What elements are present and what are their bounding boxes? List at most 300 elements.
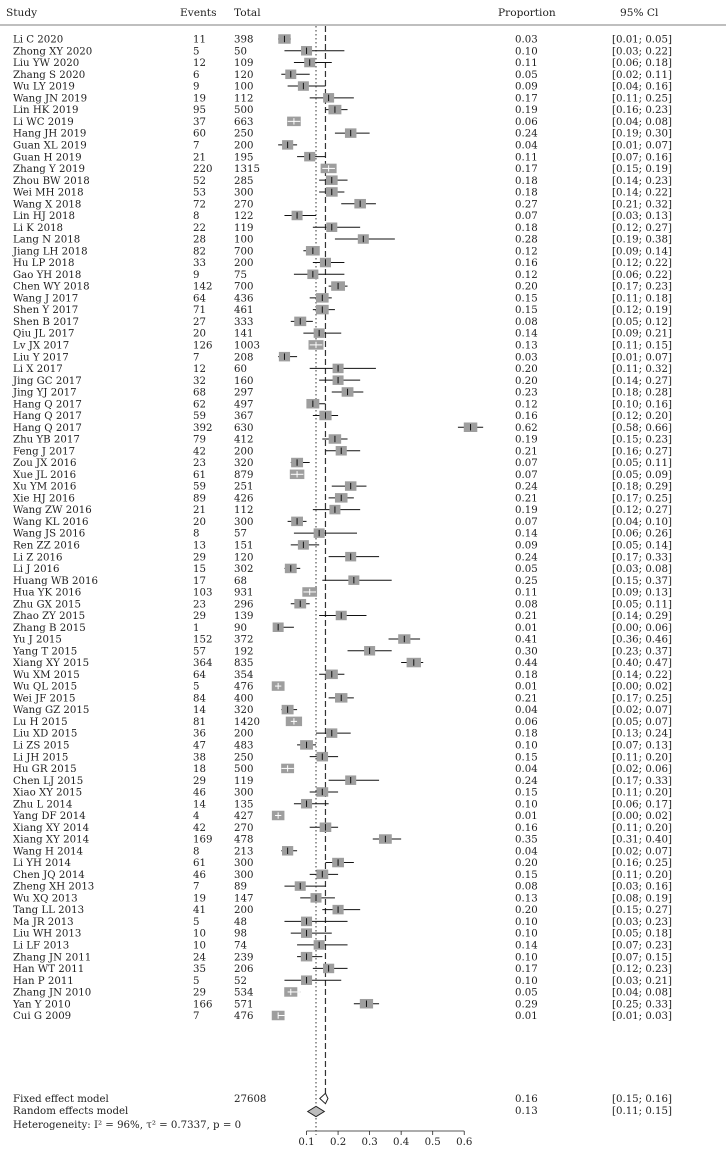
study-events: 52 bbox=[193, 175, 206, 187]
study-proportion: 0.17 bbox=[515, 964, 538, 976]
study-name: Huang WB 2016 bbox=[13, 575, 98, 587]
study-name: Li Z 2016 bbox=[13, 552, 63, 564]
study-total: 200 bbox=[234, 140, 254, 152]
study-total: 119 bbox=[234, 775, 254, 787]
study-ci: [0.12; 0.20] bbox=[612, 411, 672, 423]
study-total: 239 bbox=[234, 952, 254, 964]
study-proportion: 0.09 bbox=[515, 81, 538, 93]
header-study: Study bbox=[6, 7, 38, 19]
study-ci: [0.17; 0.33] bbox=[612, 552, 672, 564]
study-total: 60 bbox=[234, 364, 247, 376]
study-proportion: 0.11 bbox=[515, 58, 538, 70]
study-proportion: 0.10 bbox=[515, 952, 538, 964]
study-events: 10 bbox=[193, 940, 206, 952]
study-name: Wu XQ 2013 bbox=[13, 893, 78, 905]
study-ci: [0.07; 0.13] bbox=[612, 740, 672, 752]
study-total: 300 bbox=[234, 787, 254, 799]
study-total: 141 bbox=[234, 328, 254, 340]
study-name: Zhang JN 2010 bbox=[13, 987, 92, 999]
heterogeneity-text: Heterogeneity: I² = 96%, τ² = 0.7337, p = 0 bbox=[13, 1120, 242, 1131]
study-total: 300 bbox=[234, 858, 254, 870]
study-events: 7 bbox=[193, 140, 200, 152]
study-events: 47 bbox=[193, 740, 206, 752]
study-total: 333 bbox=[234, 316, 254, 328]
study-name: Zhu YB 2017 bbox=[13, 434, 80, 446]
study-name: Chen LJ 2015 bbox=[13, 775, 84, 787]
study-total: 74 bbox=[234, 940, 247, 952]
study-events: 68 bbox=[193, 387, 206, 399]
study-name: Wei MH 2018 bbox=[13, 187, 84, 199]
study-proportion: 0.18 bbox=[515, 222, 538, 234]
study-events: 60 bbox=[193, 128, 206, 140]
study-events: 82 bbox=[193, 246, 206, 258]
study-ci: [0.40; 0.47] bbox=[612, 658, 672, 670]
study-name: Hua YK 2016 bbox=[13, 587, 82, 599]
study-name: Li LF 2013 bbox=[13, 940, 70, 952]
study-ci: [0.03; 0.16] bbox=[612, 881, 672, 893]
study-name: Xu YM 2016 bbox=[13, 481, 77, 493]
study-name: Lin HK 2019 bbox=[13, 105, 79, 117]
x-tick-label: 0.5 bbox=[424, 1137, 441, 1148]
study-events: 7 bbox=[193, 352, 200, 364]
study-ci: [0.07; 0.23] bbox=[612, 940, 672, 952]
study-name: Liu XD 2015 bbox=[13, 728, 78, 740]
random-effects-label: Random effects model bbox=[13, 1106, 129, 1117]
study-name: Wang JS 2016 bbox=[13, 528, 86, 540]
study-name: Guan XL 2019 bbox=[13, 140, 87, 152]
study-ci: [0.14; 0.22] bbox=[612, 187, 672, 199]
study-proportion: 0.30 bbox=[515, 646, 538, 658]
study-total: 206 bbox=[234, 964, 254, 976]
study-ci: [0.04; 0.08] bbox=[612, 116, 672, 128]
study-total: 1003 bbox=[234, 340, 260, 352]
study-ci: [0.11; 0.20] bbox=[612, 869, 672, 881]
study-proportion: 0.23 bbox=[515, 387, 538, 399]
study-proportion: 0.24 bbox=[515, 775, 538, 787]
study-ci: [0.02; 0.11] bbox=[612, 69, 672, 81]
study-name: Xie HJ 2016 bbox=[13, 493, 75, 505]
study-name: Jing YJ 2017 bbox=[13, 387, 77, 399]
study-total: 835 bbox=[234, 658, 254, 670]
study-ci: [0.19; 0.30] bbox=[612, 128, 672, 140]
study-name: Han WT 2011 bbox=[13, 964, 85, 976]
study-proportion: 0.08 bbox=[515, 881, 538, 893]
study-total: 139 bbox=[234, 611, 254, 623]
study-total: 285 bbox=[234, 175, 254, 187]
study-ci: [0.16; 0.25] bbox=[612, 858, 672, 870]
study-ci: [0.11; 0.15] bbox=[612, 340, 672, 352]
study-proportion: 0.12 bbox=[515, 269, 538, 281]
header-total: Total bbox=[234, 7, 261, 19]
study-proportion: 0.10 bbox=[515, 740, 538, 752]
study-proportion: 0.05 bbox=[515, 987, 538, 999]
study-name: Cui G 2009 bbox=[13, 1011, 72, 1023]
study-total: 931 bbox=[234, 587, 254, 599]
study-total: 500 bbox=[234, 764, 254, 776]
x-tick-label: 0.6 bbox=[456, 1137, 473, 1148]
study-events: 7 bbox=[193, 881, 200, 893]
study-proportion: 0.07 bbox=[515, 458, 538, 470]
study-proportion: 0.06 bbox=[515, 116, 538, 128]
study-name: Yang DF 2014 bbox=[13, 811, 86, 823]
study-proportion: 0.28 bbox=[515, 234, 538, 246]
study-ci: [0.00; 0.02] bbox=[612, 681, 672, 693]
study-events: 8 bbox=[193, 528, 200, 540]
study-name: Li K 2018 bbox=[13, 222, 64, 234]
study-total: 120 bbox=[234, 552, 254, 564]
study-ci: [0.09; 0.14] bbox=[612, 246, 672, 258]
study-proportion: 0.01 bbox=[515, 811, 538, 823]
study-name: Wang GZ 2015 bbox=[13, 705, 90, 717]
study-events: 95 bbox=[193, 105, 206, 117]
study-proportion: 0.08 bbox=[515, 599, 538, 611]
study-events: 21 bbox=[193, 505, 206, 517]
study-events: 61 bbox=[193, 469, 206, 481]
study-name: Liu YW 2020 bbox=[13, 58, 80, 70]
study-events: 29 bbox=[193, 611, 206, 623]
x-tick-label: 0.4 bbox=[393, 1137, 410, 1148]
study-ci: [0.03; 0.08] bbox=[612, 564, 672, 576]
study-total: 296 bbox=[234, 599, 254, 611]
study-events: 46 bbox=[193, 869, 206, 881]
study-events: 33 bbox=[193, 258, 206, 270]
study-events: 42 bbox=[193, 446, 206, 458]
study-events: 1 bbox=[193, 622, 200, 634]
study-name: Lin HJ 2018 bbox=[13, 211, 75, 223]
study-name: Wang H 2014 bbox=[13, 846, 84, 858]
study-ci: [0.12; 0.27] bbox=[612, 222, 672, 234]
study-total: 112 bbox=[234, 93, 254, 105]
study-name: Li ZS 2015 bbox=[13, 740, 70, 752]
study-proportion: 0.16 bbox=[515, 258, 538, 270]
fixed-effect-proportion: 0.16 bbox=[515, 1094, 538, 1105]
study-ci: [0.21; 0.32] bbox=[612, 199, 672, 211]
study-events: 12 bbox=[193, 364, 206, 376]
study-ci: [0.15; 0.27] bbox=[612, 905, 672, 917]
study-ci: [0.17; 0.25] bbox=[612, 693, 672, 705]
study-proportion: 0.20 bbox=[515, 375, 538, 387]
study-proportion: 0.35 bbox=[515, 834, 538, 846]
study-total: 354 bbox=[234, 669, 254, 681]
study-proportion: 0.44 bbox=[515, 658, 538, 670]
study-total: 135 bbox=[234, 799, 254, 811]
study-name: Li J 2016 bbox=[13, 564, 60, 576]
study-events: 5 bbox=[193, 46, 200, 58]
study-events: 11 bbox=[193, 34, 206, 46]
study-total: 50 bbox=[234, 46, 247, 58]
study-events: 5 bbox=[193, 975, 200, 987]
study-proportion: 0.10 bbox=[515, 799, 538, 811]
study-events: 53 bbox=[193, 187, 206, 199]
fixed-effect-ci: [0.15; 0.16] bbox=[612, 1094, 672, 1105]
study-name: Yang T 2015 bbox=[13, 646, 78, 658]
study-name: Zhu GX 2015 bbox=[13, 599, 81, 611]
study-name: Tang LL 2013 bbox=[13, 905, 85, 917]
random-effects-diamond bbox=[308, 1106, 325, 1116]
study-proportion: 0.11 bbox=[515, 587, 538, 599]
study-events: 46 bbox=[193, 787, 206, 799]
study-proportion: 0.14 bbox=[515, 940, 538, 952]
study-ci: [0.15; 0.19] bbox=[612, 164, 672, 176]
study-proportion: 0.04 bbox=[515, 764, 538, 776]
study-ci: [0.08; 0.19] bbox=[612, 893, 672, 905]
study-total: 68 bbox=[234, 575, 247, 587]
study-name: Ren ZZ 2016 bbox=[13, 540, 80, 552]
study-ci: [0.12; 0.23] bbox=[612, 964, 672, 976]
study-events: 18 bbox=[193, 764, 206, 776]
study-proportion: 0.15 bbox=[515, 293, 538, 305]
study-name: Zhang B 2015 bbox=[13, 622, 86, 634]
study-ci: [0.05; 0.12] bbox=[612, 316, 672, 328]
study-events: 13 bbox=[193, 540, 206, 552]
study-ci: [0.18; 0.29] bbox=[612, 481, 672, 493]
study-name: Guan H 2019 bbox=[13, 152, 82, 164]
study-proportion: 0.01 bbox=[515, 681, 538, 693]
study-proportion: 0.21 bbox=[515, 493, 538, 505]
study-ci: [0.07; 0.15] bbox=[612, 952, 672, 964]
study-proportion: 0.17 bbox=[515, 93, 538, 105]
study-name: Lang N 2018 bbox=[13, 234, 81, 246]
study-total: 98 bbox=[234, 928, 247, 940]
study-proportion: 0.01 bbox=[515, 622, 538, 634]
study-name: Wang J 2017 bbox=[13, 293, 79, 305]
study-events: 24 bbox=[193, 952, 206, 964]
study-events: 42 bbox=[193, 822, 206, 834]
study-total: 200 bbox=[234, 728, 254, 740]
study-ci: [0.15; 0.37] bbox=[612, 575, 672, 587]
study-name: Xue JL 2016 bbox=[13, 469, 77, 481]
study-name: Xiang XY 2015 bbox=[13, 658, 90, 670]
study-ci: [0.11; 0.20] bbox=[612, 787, 672, 799]
study-ci: [0.02; 0.06] bbox=[612, 764, 672, 776]
study-ci: [0.15; 0.23] bbox=[612, 434, 672, 446]
study-events: 28 bbox=[193, 234, 206, 246]
study-events: 4 bbox=[193, 811, 200, 823]
study-proportion: 0.15 bbox=[515, 305, 538, 317]
study-total: 400 bbox=[234, 693, 254, 705]
study-proportion: 0.03 bbox=[515, 34, 538, 46]
study-events: 169 bbox=[193, 834, 213, 846]
study-name: Zou JX 2016 bbox=[13, 458, 77, 470]
study-name: Hang JH 2019 bbox=[13, 128, 87, 140]
study-proportion: 0.20 bbox=[515, 281, 538, 293]
study-ci: [0.05; 0.09] bbox=[612, 469, 672, 481]
study-proportion: 0.12 bbox=[515, 399, 538, 411]
study-name: Wei JF 2015 bbox=[13, 693, 76, 705]
study-total: 119 bbox=[234, 222, 254, 234]
study-events: 71 bbox=[193, 305, 206, 317]
study-name: Lu H 2015 bbox=[13, 716, 68, 728]
study-ci: [0.12; 0.22] bbox=[612, 258, 672, 270]
study-events: 23 bbox=[193, 458, 206, 470]
study-total: 427 bbox=[234, 811, 254, 823]
study-proportion: 0.24 bbox=[515, 552, 538, 564]
study-proportion: 0.17 bbox=[515, 164, 538, 176]
study-total: 302 bbox=[234, 564, 254, 576]
study-ci: [0.14; 0.29] bbox=[612, 611, 672, 623]
study-total: 700 bbox=[234, 281, 254, 293]
study-proportion: 0.20 bbox=[515, 364, 538, 376]
study-events: 37 bbox=[193, 116, 206, 128]
study-name: Jiang LH 2018 bbox=[13, 246, 88, 258]
fixed-effect-label: Fixed effect model bbox=[13, 1094, 109, 1105]
study-ci: [0.03; 0.13] bbox=[612, 211, 672, 223]
study-name: Yu J 2015 bbox=[13, 634, 62, 646]
study-events: 152 bbox=[193, 634, 213, 646]
study-total: 398 bbox=[234, 34, 254, 46]
study-ci: [0.23; 0.37] bbox=[612, 646, 672, 658]
study-proportion: 0.15 bbox=[515, 752, 538, 764]
study-ci: [0.05; 0.14] bbox=[612, 540, 672, 552]
study-proportion: 0.24 bbox=[515, 128, 538, 140]
study-name: Li C 2020 bbox=[13, 34, 64, 46]
study-events: 15 bbox=[193, 564, 206, 576]
x-tick-label: 0.2 bbox=[329, 1137, 347, 1148]
study-proportion: 0.16 bbox=[515, 411, 538, 423]
study-events: 59 bbox=[193, 481, 206, 493]
study-events: 35 bbox=[193, 964, 206, 976]
study-events: 64 bbox=[193, 669, 206, 681]
study-name: Wu QL 2015 bbox=[13, 681, 78, 693]
study-name: Zhou BW 2018 bbox=[13, 175, 90, 187]
x-tick-label: 0.3 bbox=[361, 1137, 378, 1148]
study-events: 72 bbox=[193, 199, 206, 211]
study-proportion: 0.25 bbox=[515, 575, 538, 587]
study-total: 476 bbox=[234, 681, 254, 693]
study-total: 571 bbox=[234, 999, 254, 1011]
study-ci: [0.06; 0.18] bbox=[612, 58, 672, 70]
study-proportion: 0.07 bbox=[515, 516, 538, 528]
study-name: Zhao ZY 2015 bbox=[13, 611, 86, 623]
study-ci: [0.12; 0.19] bbox=[612, 305, 672, 317]
study-total: 195 bbox=[234, 152, 254, 164]
study-proportion: 0.19 bbox=[515, 434, 538, 446]
study-ci: [0.01; 0.03] bbox=[612, 1011, 672, 1023]
study-name: Hu LP 2018 bbox=[13, 258, 75, 270]
study-total: 200 bbox=[234, 258, 254, 270]
study-total: 534 bbox=[234, 987, 254, 999]
study-events: 19 bbox=[193, 893, 206, 905]
study-name: Zhang JN 2011 bbox=[13, 952, 92, 964]
study-events: 12 bbox=[193, 58, 206, 70]
study-proportion: 0.29 bbox=[515, 999, 538, 1011]
study-total: 320 bbox=[234, 705, 254, 717]
study-total: 320 bbox=[234, 458, 254, 470]
study-proportion: 0.06 bbox=[515, 716, 538, 728]
study-ci: [0.17; 0.23] bbox=[612, 281, 672, 293]
study-proportion: 0.14 bbox=[515, 328, 538, 340]
study-ci: [0.09; 0.21] bbox=[612, 328, 672, 340]
study-events: 6 bbox=[193, 69, 200, 81]
study-name: Zhang Y 2019 bbox=[13, 164, 85, 176]
study-ci: [0.09; 0.13] bbox=[612, 587, 672, 599]
study-ci: [0.14; 0.23] bbox=[612, 175, 672, 187]
study-name: Li JH 2015 bbox=[13, 752, 69, 764]
study-proportion: 0.10 bbox=[515, 928, 538, 940]
study-ci: [0.01; 0.05] bbox=[612, 34, 672, 46]
study-ci: [0.18; 0.28] bbox=[612, 387, 672, 399]
study-name: Chen WY 2018 bbox=[13, 281, 90, 293]
study-events: 32 bbox=[193, 375, 206, 387]
header-proportion: Proportion bbox=[498, 7, 556, 19]
study-events: 10 bbox=[193, 928, 206, 940]
study-total: 100 bbox=[234, 81, 254, 93]
study-ci: [0.11; 0.20] bbox=[612, 752, 672, 764]
study-name: Hang Q 2017 bbox=[13, 399, 82, 411]
study-events: 59 bbox=[193, 411, 206, 423]
study-total: 120 bbox=[234, 69, 254, 81]
study-name: Wu XM 2015 bbox=[13, 669, 80, 681]
study-proportion: 0.18 bbox=[515, 187, 538, 199]
study-events: 5 bbox=[193, 916, 200, 928]
study-name: Hang Q 2017 bbox=[13, 411, 82, 423]
x-axis-ticks bbox=[298, 1131, 472, 1148]
study-events: 17 bbox=[193, 575, 206, 587]
study-total: 192 bbox=[234, 646, 254, 658]
study-events: 57 bbox=[193, 646, 206, 658]
study-events: 8 bbox=[193, 846, 200, 858]
study-total: 52 bbox=[234, 975, 247, 987]
study-ci: [0.14; 0.22] bbox=[612, 669, 672, 681]
study-total: 497 bbox=[234, 399, 254, 411]
fixed-effect-total: 27608 bbox=[234, 1094, 267, 1105]
study-ci: [0.06; 0.22] bbox=[612, 269, 672, 281]
study-events: 89 bbox=[193, 493, 206, 505]
study-ci: [0.06; 0.17] bbox=[612, 799, 672, 811]
study-name: Xiang XY 2014 bbox=[13, 822, 90, 834]
study-events: 41 bbox=[193, 905, 206, 917]
study-total: 879 bbox=[234, 469, 254, 481]
study-name: Xiao XY 2015 bbox=[13, 787, 83, 799]
study-ci: [0.02; 0.07] bbox=[612, 846, 672, 858]
study-ci: [0.00; 0.06] bbox=[612, 622, 672, 634]
study-events: 5 bbox=[193, 681, 200, 693]
study-events: 14 bbox=[193, 705, 206, 717]
study-total: 200 bbox=[234, 905, 254, 917]
study-events: 64 bbox=[193, 293, 206, 305]
study-proportion: 0.18 bbox=[515, 175, 538, 187]
header-events: Events bbox=[180, 7, 217, 19]
study-proportion: 0.11 bbox=[515, 152, 538, 164]
study-proportion: 0.24 bbox=[515, 481, 538, 493]
study-ci: [0.12; 0.27] bbox=[612, 505, 672, 517]
study-ci: [0.14; 0.27] bbox=[612, 375, 672, 387]
study-name: Xiang XY 2014 bbox=[13, 834, 90, 846]
study-proportion: 0.04 bbox=[515, 705, 538, 717]
study-total: 476 bbox=[234, 1011, 254, 1023]
study-total: 112 bbox=[234, 505, 254, 517]
study-name: Wang JN 2019 bbox=[13, 93, 88, 105]
study-proportion: 0.10 bbox=[515, 975, 538, 987]
study-total: 57 bbox=[234, 528, 247, 540]
study-name: Han P 2011 bbox=[13, 975, 74, 987]
study-proportion: 0.08 bbox=[515, 316, 538, 328]
study-total: 250 bbox=[234, 752, 254, 764]
study-proportion: 0.18 bbox=[515, 669, 538, 681]
study-name: Li X 2017 bbox=[13, 364, 63, 376]
study-name: Hang Q 2017 bbox=[13, 422, 82, 434]
study-events: 14 bbox=[193, 799, 206, 811]
study-proportion: 0.01 bbox=[515, 1011, 538, 1023]
study-name: Shen B 2017 bbox=[13, 316, 80, 328]
study-name: Zhong XY 2020 bbox=[13, 46, 93, 58]
study-name: Feng J 2017 bbox=[13, 446, 76, 458]
study-events: 81 bbox=[193, 716, 206, 728]
study-total: 630 bbox=[234, 422, 254, 434]
study-proportion: 0.21 bbox=[515, 693, 538, 705]
study-proportion: 0.19 bbox=[515, 505, 538, 517]
study-total: 89 bbox=[234, 881, 247, 893]
